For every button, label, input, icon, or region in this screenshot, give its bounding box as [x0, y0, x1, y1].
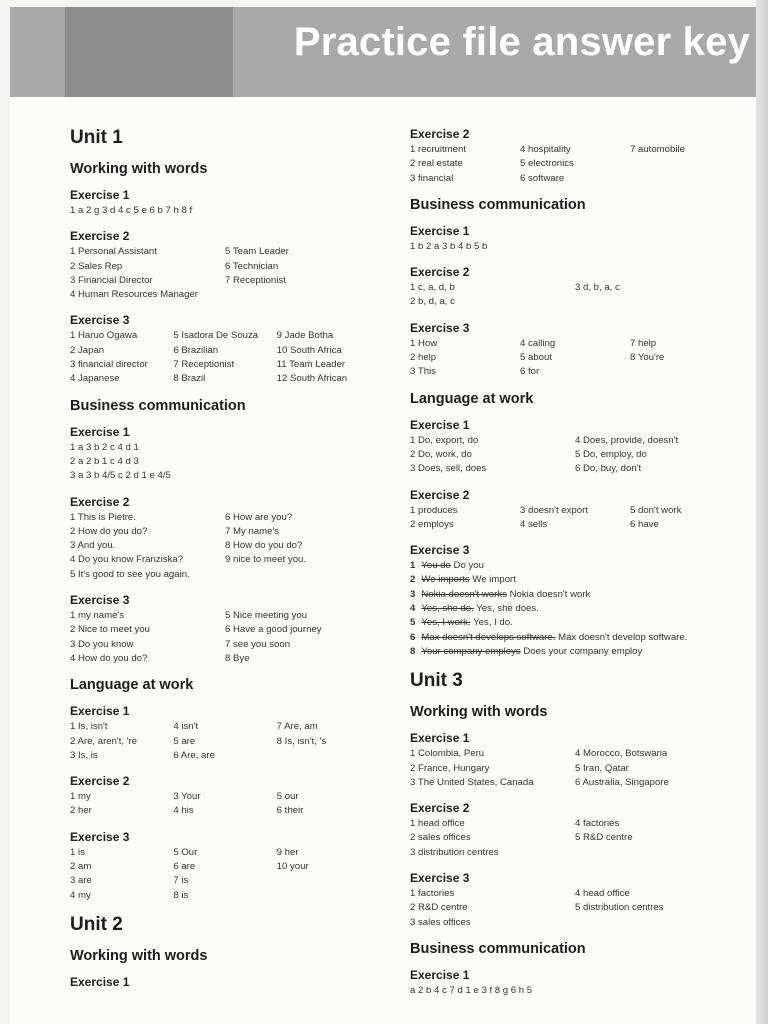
answer-item: 1 head office [410, 818, 465, 830]
answer-item: 1 my [70, 791, 91, 803]
answer-item: 9 her [276, 846, 299, 858]
correction-number: 1 [410, 560, 416, 572]
answer-grid [410, 143, 740, 186]
correction-number: 6 [410, 631, 416, 643]
exercise-block [410, 127, 740, 186]
correction-line [410, 559, 740, 573]
answer-item: 2 Do, work, do [410, 448, 472, 460]
answer-item: 4 Japanese [70, 373, 120, 385]
section-heading: Business communication [70, 397, 246, 414]
struck-text: We imports [421, 574, 470, 586]
answer-item: 2 employs [410, 518, 454, 530]
answer-item [630, 157, 740, 171]
answer-item: 1 my name's [70, 610, 125, 622]
answer-item: 3 d, b, a, c [575, 282, 620, 294]
exercise-block [70, 975, 380, 989]
answer-line: 1 a 3 b 2 c 4 d 1 [70, 441, 139, 453]
answer-item: 5 Team Leader [225, 246, 289, 258]
corrected-text: Yes, I do. [473, 617, 513, 629]
answer-grid [70, 720, 380, 763]
exercise-block [410, 488, 740, 533]
section-heading: Working with words [70, 947, 208, 964]
exercise-title: Exercise 3 [410, 543, 470, 558]
answer-item: 3 sales offices [410, 916, 471, 928]
answer-item: 3 financial [410, 172, 454, 184]
exercise-title: Exercise 3 [70, 829, 130, 844]
answer-item: 4 sells [520, 518, 548, 530]
answer-item: 1 Personal Assistant [70, 246, 157, 258]
section-heading: Business communication [410, 940, 586, 957]
exercise-block [410, 968, 740, 998]
section-heading: Working with words [410, 704, 548, 721]
answer-item: 2 R&D centre [410, 902, 468, 914]
answer-item: 4 my [70, 889, 91, 901]
left-column [70, 127, 380, 1000]
exercise-title: Exercise 2 [70, 229, 130, 244]
answer-item: 1 is [70, 846, 85, 858]
answer-item: 5 R&D centre [575, 832, 633, 844]
answer-item: 7 help [630, 337, 657, 349]
answer-item: 8 Bye [225, 652, 250, 664]
exercise-title: Exercise 1 [410, 731, 470, 746]
answer-grid [70, 846, 380, 903]
answer-item: 4 his [173, 805, 194, 817]
answer-item: 3 Is, is [70, 749, 98, 761]
unit-heading: Unit 3 [410, 670, 463, 692]
section-heading: Language at work [70, 677, 194, 694]
answer-item: 1 How [410, 337, 438, 349]
answer-item: 9 nice to meet you. [225, 554, 307, 566]
answer-item: 1 Do, export, do [410, 434, 479, 446]
answer-item: 3 And you. [70, 540, 116, 552]
answer-item [575, 916, 740, 930]
answer-item: 2 Are, aren't, 're [70, 735, 138, 747]
answer-item [277, 874, 380, 888]
exercise-block [410, 871, 740, 930]
struck-text: Nokia doesn't works [421, 588, 507, 600]
answer-item: 2 How do you do? [70, 525, 148, 537]
answer-item [225, 288, 380, 302]
answer-item: 3 doesn't export [520, 504, 588, 516]
answer-item: 7 is [173, 875, 189, 887]
corrected-text: Do you [453, 560, 484, 572]
answer-item: 5 electronics [520, 158, 574, 170]
answer-item: 5 Our [173, 846, 198, 858]
answer-item [575, 295, 740, 309]
answer-key-page [10, 97, 762, 1024]
exercise-block [70, 425, 380, 484]
answer-item: 3 Does, sell, does [410, 463, 487, 475]
answer-item: 1 factories [410, 888, 455, 900]
answer-item: 11 Team Leader [276, 359, 346, 371]
corrected-text: Does your company employ [523, 645, 643, 657]
exercise-block [410, 731, 740, 790]
answer-item: 6 are [173, 861, 196, 873]
answer-item: 12 South African [276, 373, 348, 385]
answer-item: 6 Technician [225, 260, 279, 272]
exercise-title: Exercise 2 [410, 127, 470, 141]
correction-number: 8 [410, 645, 416, 657]
answer-grid [70, 511, 380, 582]
answer-item: 6 have [630, 518, 659, 530]
exercise-block [70, 495, 380, 582]
exercise-title: Exercise 1 [410, 967, 470, 982]
section-heading: Business communication [410, 196, 586, 213]
corrected-text: Max doesn't develop software. [558, 631, 688, 643]
exercise-title: Exercise 1 [70, 974, 130, 989]
correction-line [410, 645, 740, 659]
correction-number: 5 [410, 617, 416, 629]
exercise-block [70, 188, 380, 218]
answer-item: 5 It's good to see you again. [70, 568, 190, 580]
answer-item: 8 is [173, 889, 189, 901]
exercise-block [70, 313, 380, 386]
struck-text: Max doesn't develops software. [421, 631, 556, 643]
correction-line [410, 631, 740, 645]
answer-item: 5 about [520, 352, 553, 364]
answer-item: 4 Does, provide, doesn't [575, 434, 679, 446]
answer-item: 1 Is, isn't [70, 721, 108, 733]
answer-item: 5 Isadora De Souza [173, 330, 259, 342]
exercise-block [410, 321, 740, 380]
exercise-block [70, 704, 380, 763]
answer-item: 2 France, Hungary [410, 762, 490, 774]
corrected-text: Yes, she does. [476, 603, 539, 615]
answer-item: 5 our [276, 791, 299, 803]
correction-number: 4 [410, 603, 416, 615]
answer-item: 2 Sales Rep [70, 260, 123, 272]
answer-item: 8 You're [630, 352, 665, 364]
answer-grid [410, 747, 740, 790]
answer-line: a 2 b 4 c 7 d 1 e 3 f 8 g 6 h 5 [410, 984, 533, 996]
answer-item: 4 How do you do? [70, 652, 148, 664]
exercise-block [70, 593, 380, 666]
exercise-title: Exercise 3 [410, 871, 470, 886]
answer-item: 3 This [410, 366, 436, 378]
answer-item: 2 real estate [410, 158, 463, 170]
exercise-block [410, 265, 740, 310]
answer-item: 6 Brazilian [173, 344, 219, 356]
answer-grid [410, 337, 740, 380]
struck-text: Your company employs [421, 645, 521, 657]
page-edge-shadow [756, 0, 768, 1024]
answer-line: 3 a 3 b 4/5 c 2 d 1 e 4/5 [70, 470, 171, 482]
answer-item: 1 Haruo Ogawa [70, 330, 138, 342]
answer-item: 3 financial director [70, 359, 148, 371]
unit-heading: Unit 2 [70, 913, 123, 935]
answer-item [630, 172, 740, 186]
answer-item: 6 How are you? [225, 511, 293, 523]
answer-grid [70, 329, 380, 386]
answer-item: 2 Japan [70, 344, 105, 356]
answer-item: 4 calling [520, 337, 556, 349]
answer-item: 7 Are, am [276, 721, 318, 733]
answer-item [575, 846, 740, 860]
exercise-title: Exercise 3 [70, 313, 130, 328]
correction-number: 3 [410, 588, 416, 600]
answer-item: 7 Receptionist [173, 359, 235, 371]
answer-item: 6 Australia, Singapore [575, 776, 669, 788]
exercise-title: Exercise 3 [70, 593, 130, 608]
answer-item: 2 her [70, 805, 92, 817]
answer-item: 2 help [410, 352, 437, 364]
exercise-title: Exercise 2 [410, 487, 470, 502]
right-column [410, 127, 740, 1009]
header-accent-block [65, 7, 233, 97]
answer-item: 4 isn't [173, 721, 199, 733]
answer-item: 5 don't work [630, 504, 682, 516]
answer-item: 4 Morocco, Botswana [575, 748, 668, 760]
exercise-title: Exercise 2 [410, 801, 470, 816]
answer-item: 6 Have a good journey [225, 624, 322, 636]
answer-item: 1 This is Pietre. [70, 511, 136, 523]
exercise-block [410, 418, 740, 477]
exercise-block [410, 224, 740, 254]
answer-item: 8 Brazil [173, 373, 206, 385]
answer-grid [70, 609, 380, 666]
answer-item: 5 Nice meeting you [225, 610, 308, 622]
answer-grid [410, 504, 740, 533]
correction-line [410, 573, 740, 587]
answer-item: 1 c, a, d, b [410, 282, 455, 294]
answer-item [630, 365, 740, 379]
answer-item: 7 Receptionist [225, 274, 286, 286]
answer-item: 4 Human Resources Manager [70, 289, 198, 301]
answer-item: 5 Iran, Qatar [575, 762, 629, 774]
answer-item [277, 889, 380, 903]
answer-item: 10 your [276, 861, 309, 873]
answer-item: 5 are [173, 735, 196, 747]
answer-grid [410, 281, 740, 310]
answer-item: 1 produces [410, 504, 458, 516]
answer-item: 8 How do you do? [225, 540, 303, 552]
answer-item: 2 am [70, 861, 92, 873]
answer-line: 1 a 2 g 3 d 4 c 5 e 6 b 7 h 8 f [70, 205, 193, 216]
exercise-block [70, 229, 380, 302]
answer-item: 2 b, d, a, c [410, 296, 455, 308]
answer-item: 4 hospitality [520, 144, 571, 155]
answer-grid [70, 790, 380, 819]
answer-grid [410, 887, 740, 930]
unit-heading: Unit 1 [70, 127, 123, 148]
exercise-block [410, 543, 740, 659]
section-heading: Language at work [410, 390, 534, 407]
answer-item: 3 The United States, Canada [410, 776, 534, 788]
correction-number: 2 [410, 574, 416, 586]
corrected-text: We import [472, 574, 516, 586]
answer-item: 3 Your [173, 791, 201, 803]
answer-item: 3 Financial Director [70, 274, 153, 286]
exercise-title: Exercise 1 [70, 188, 130, 202]
answer-item: 2 sales offices [410, 832, 471, 844]
answer-item: 7 see you soon [225, 638, 291, 650]
exercise-title: Exercise 1 [70, 424, 130, 439]
answer-item: 1 recruitment [410, 144, 466, 155]
answer-item: 9 Jade Botha [276, 330, 334, 342]
answer-line: 1 b 2 a 3 b 4 b 5 b [410, 240, 488, 252]
exercise-title: Exercise 2 [410, 265, 470, 280]
answer-item: 2 Nice to meet you [70, 624, 150, 636]
section-heading: Working with words [70, 161, 208, 177]
answer-item: 4 head office [575, 888, 630, 900]
answer-item: 5 Do, employ, do [575, 448, 647, 460]
answer-item [225, 568, 380, 582]
answer-item: 6 Do, buy, don't [575, 463, 642, 475]
answer-item: 6 their [276, 805, 304, 817]
answer-item: 7 automobile [630, 144, 685, 155]
correction-line [410, 602, 740, 616]
answer-grid [70, 245, 380, 302]
exercise-title: Exercise 2 [70, 774, 130, 789]
corrected-text: Nokia doesn't work [509, 588, 591, 600]
exercise-block [70, 830, 380, 903]
answer-item: 4 factories [575, 818, 620, 830]
answer-item: 6 Are, are [173, 749, 215, 761]
answer-item: 3 distribution centres [410, 846, 499, 858]
correction-line [410, 616, 740, 630]
answer-item: 6 for [520, 366, 540, 378]
answer-item: 6 software [520, 172, 565, 184]
exercise-block [410, 801, 740, 860]
answer-item: 8 Is, isn't, 's [276, 735, 327, 747]
exercise-title: Exercise 3 [410, 320, 470, 335]
answer-item: 1 Colombia, Peru [410, 748, 485, 760]
exercise-title: Exercise 1 [410, 417, 470, 432]
exercise-title: Exercise 1 [70, 704, 130, 719]
answer-item [277, 749, 380, 763]
struck-text: You do [421, 560, 451, 572]
answer-item: 5 distribution centres [575, 902, 664, 914]
answer-item: 4 Do you know Franziska? [70, 554, 184, 566]
answer-line: 2 a 2 b 1 c 4 d 3 [70, 455, 139, 467]
answer-item: 7 My name's [225, 525, 280, 537]
answer-item: 3 Do you know [70, 638, 134, 650]
correction-line [410, 588, 740, 602]
answer-grid [410, 434, 740, 477]
exercise-title: Exercise 2 [70, 494, 130, 509]
exercise-block [70, 774, 380, 819]
struck-text: Yes, I work. [421, 617, 471, 629]
answer-item: 3 are [70, 875, 92, 887]
exercise-title: Exercise 1 [410, 223, 470, 238]
answer-grid [410, 817, 740, 860]
answer-item: 10 South Africa [276, 344, 342, 356]
struck-text: Yes, she do. [421, 603, 474, 615]
page-title: Practice file answer key [293, 20, 750, 64]
